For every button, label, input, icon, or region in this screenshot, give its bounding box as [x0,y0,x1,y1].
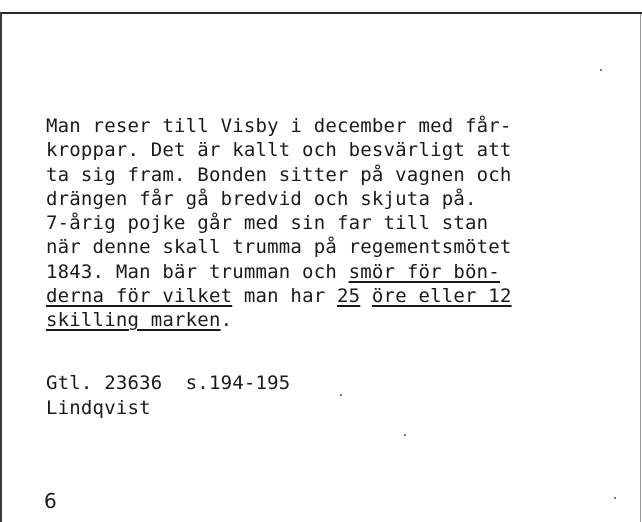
body-line: kroppar. Det är kallt och besvärligt att [46,139,512,162]
underlined-phrase: öre eller 12 [371,285,512,308]
page-number: 6 [44,489,57,513]
paper-speck [614,497,616,499]
informant-name: Lindqvist [46,397,151,419]
right-border-line [640,14,641,522]
body-line-9 [46,308,512,332]
line7-plain: 1843. Man bär trumman och [46,260,349,283]
body-line-8 [46,284,512,308]
body-line-7 [46,260,512,284]
body-line: ta sig fram. Bonden sitter på vagnen och [46,163,512,186]
body-line: Man reser till Visby i december med får- [46,115,512,137]
paper-speck [404,434,406,436]
top-border-line [0,12,642,14]
line8-text: man har [232,285,337,308]
archive-reference [46,371,290,421]
line8-space [360,285,372,307]
reference-number: Gtl. 23636 s.194-195 [46,372,291,394]
underlined-phrase: derna för vilket [46,285,233,308]
underlined-phrase: skilling marken [46,309,221,332]
underlined-number: 25 [337,285,361,308]
line9-end: . [220,309,233,332]
left-border-line [0,12,2,522]
paper-speck [600,69,602,71]
body-line: när denne skall trumma på regementsmötet [46,236,512,259]
body-line: 7-årig pojke går med sin far till stan [46,212,489,235]
paper-speck [340,394,342,396]
card-body-text [46,114,512,333]
underlined-phrase: smör för bön- [348,260,500,283]
body-line: drängen får gå bredvid och skjuta på. [46,187,477,210]
